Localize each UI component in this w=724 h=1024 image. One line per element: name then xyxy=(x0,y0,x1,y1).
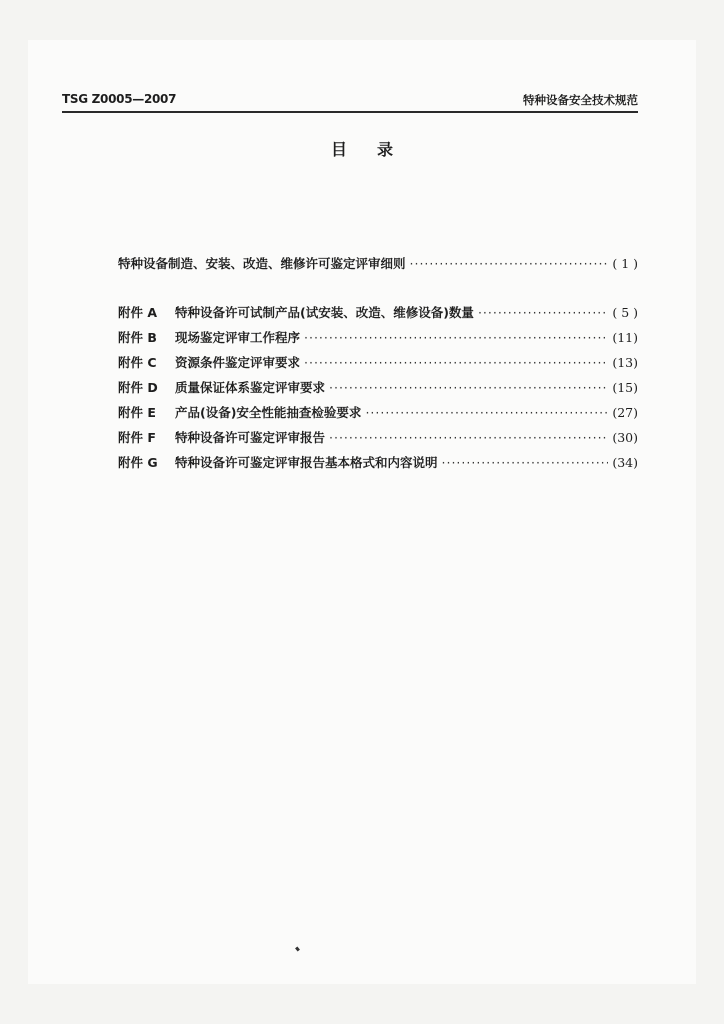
header-standard-code: TSG Z0005—2007 xyxy=(62,92,177,106)
toc-entry-page: (30) xyxy=(612,430,638,445)
toc-leader-dots xyxy=(478,305,608,320)
toc-entry-label: 特种设备许可试制产品(试安装、改造、维修设备)数量 xyxy=(175,305,474,320)
toc-entry-page: (11) xyxy=(612,330,638,345)
toc-entry-page: (15) xyxy=(612,380,638,395)
toc-entry-prefix: 附件 F xyxy=(118,430,156,445)
toc-leader-dots xyxy=(442,455,609,470)
toc-entry-page: ( 1 ) xyxy=(612,256,638,271)
toc-entry-prefix: 附件 A xyxy=(118,305,158,320)
toc-entry-label: 资源条件鉴定评审要求 xyxy=(175,355,301,370)
toc-entry-page: (34) xyxy=(612,455,638,470)
toc-entry-label: 特种设备制造、安装、改造、维修许可鉴定评审细则 xyxy=(118,256,406,271)
page-header xyxy=(62,92,638,120)
header-series-title: 特种设备安全技术规范 xyxy=(523,93,638,107)
toc-entry-prefix: 附件 C xyxy=(118,355,157,370)
toc-entry-appendix-g[interactable] xyxy=(118,453,638,473)
toc-leader-dots xyxy=(329,380,608,395)
toc-entry-appendix-e[interactable] xyxy=(118,403,638,423)
toc-leader-dots xyxy=(329,430,608,445)
toc-entry-label: 现场鉴定评审工作程序 xyxy=(175,330,301,345)
toc-leader-dots xyxy=(365,405,608,420)
toc-entry-label: 特种设备许可鉴定评审报告基本格式和内容说明 xyxy=(175,455,438,470)
toc-entry-label: 质量保证体系鉴定评审要求 xyxy=(175,380,326,395)
toc-entry-label: 产品(设备)安全性能抽查检验要求 xyxy=(175,405,362,420)
toc-entry-prefix: 附件 D xyxy=(118,380,158,395)
toc-entry-page: (13) xyxy=(612,355,638,370)
header-rule xyxy=(62,111,638,113)
toc-entry-page: ( 5 ) xyxy=(612,305,638,320)
toc-entry-appendix-a[interactable] xyxy=(118,303,638,323)
toc-entry-appendix-d[interactable] xyxy=(118,378,638,398)
toc-entry-main[interactable] xyxy=(118,254,638,274)
toc-entry-appendix-b[interactable] xyxy=(118,328,638,348)
toc-entry-prefix: 附件 E xyxy=(118,405,156,420)
toc-leader-dots xyxy=(304,355,608,370)
toc-entry-prefix: 附件 B xyxy=(118,330,157,345)
toc-entry-label: 特种设备许可鉴定评审报告 xyxy=(175,430,326,445)
document-page xyxy=(28,40,696,984)
toc-entry-page: (27) xyxy=(612,405,638,420)
page-title: 目录 xyxy=(330,140,423,159)
toc-leader-dots xyxy=(304,330,608,345)
toc-entry-appendix-f[interactable] xyxy=(118,428,638,448)
toc-leader-dots xyxy=(410,256,609,271)
toc-entry-prefix: 附件 G xyxy=(118,455,158,470)
toc-entry-appendix-c[interactable] xyxy=(118,353,638,373)
